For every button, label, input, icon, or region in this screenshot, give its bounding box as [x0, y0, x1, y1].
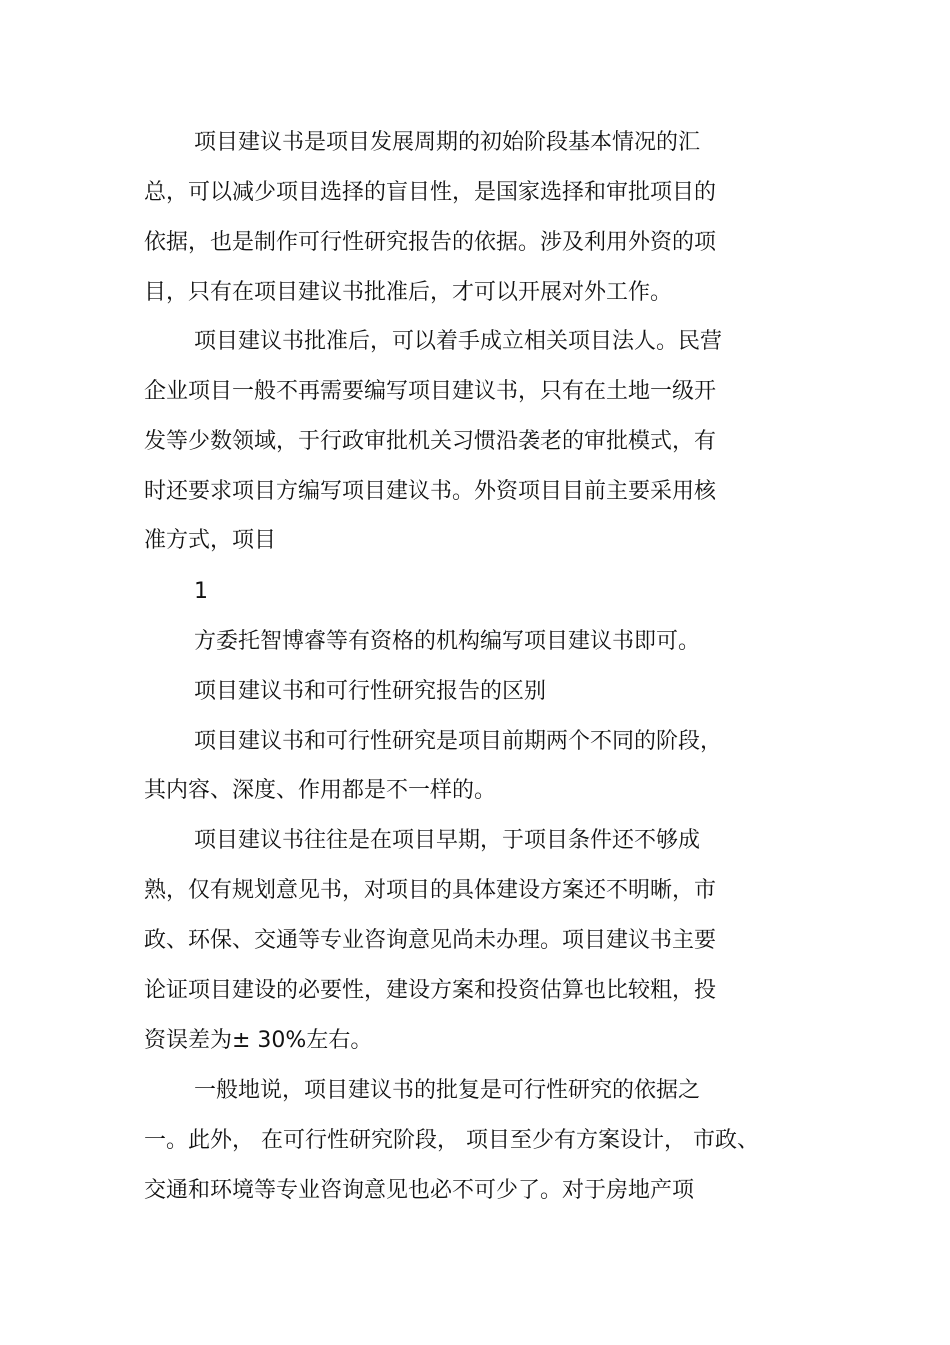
page-number: 1 [194, 579, 208, 604]
text-line-12: 其内容、深度、作用都是不一样的。 [144, 778, 497, 803]
text-line-17: 资误差为± 30%左右。 [144, 1028, 373, 1053]
text-line-19: 一。此外， 在可行性研究阶段， 项目至少有方案设计， 市政、 [144, 1128, 759, 1153]
text-line-15: 政、环保、交通等专业咨询意见尚未办理。项目建议书主要 [144, 928, 717, 953]
text-line-13: 项目建议书往往是在项目早期，于项目条件还不够成 [194, 828, 701, 853]
text-line-4: 目，只有在项目建议书批准后，才可以开展对外工作。 [144, 280, 673, 305]
text-line-6: 企业项目一般不再需要编写项目建议书，只有在土地一级开 [144, 379, 717, 404]
text-line-1: 项目建议书是项目发展周期的初始阶段基本情况的汇 [194, 130, 701, 155]
text-line-10: 方委托智博睿等有资格的机构编写项目建议书即可。 [194, 629, 701, 654]
text-line-8: 时还要求项目方编写项目建议书。外资项目目前主要采用核 [144, 479, 717, 504]
text-line-5: 项目建议书批准后，可以着手成立相关项目法人。民营 [194, 329, 723, 354]
text-line-9: 准方式，项目 [144, 528, 277, 553]
section-heading: 项目建议书和可行性研究报告的区别 [194, 679, 547, 704]
text-line-20: 交通和环境等专业咨询意见也必不可少了。对于房地产项 [144, 1178, 695, 1203]
text-line-18: 一般地说，项目建议书的批复是可行性研究的依据之 [194, 1078, 701, 1103]
text-line-11: 项目建议书和可行性研究是项目前期两个不同的阶段， [194, 729, 723, 754]
text-line-16: 论证项目建设的必要性，建设方案和投资估算也比较粗，投 [144, 978, 717, 1003]
text-line-14: 熟，仅有规划意见书，对项目的具体建设方案还不明晰，市 [144, 878, 717, 903]
text-line-3: 依据，也是制作可行性研究报告的依据。涉及利用外资的项 [144, 230, 717, 255]
text-line-2: 总，可以减少项目选择的盲目性，是国家选择和审批项目的 [144, 180, 717, 205]
text-line-7: 发等少数领域，于行政审批机关习惯沿袭老的审批模式，有 [144, 429, 717, 454]
